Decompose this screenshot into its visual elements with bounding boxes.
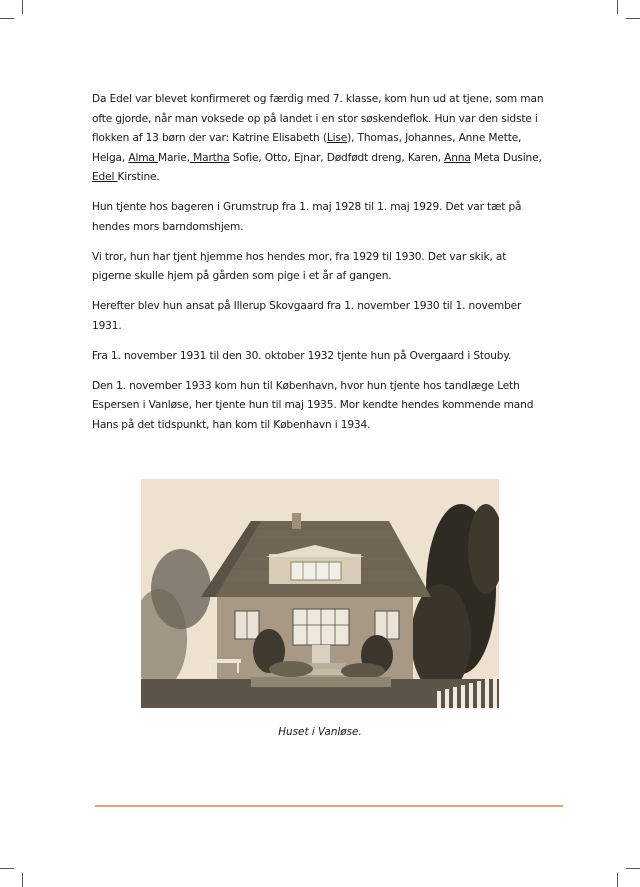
crop-mark-top-right-v xyxy=(617,0,618,14)
crop-mark-bottom-left-v xyxy=(22,873,23,887)
text-run: Da Edel var blevet konfirmeret og færdig med 7. klasse, kom hun ud at tjene, som man ofte gjorde, når man voksede op på landet i en stor søskendeflok. Hun var den sidste i flokken af 13 børn der var: Katrine Elisabeth ( xyxy=(92,93,544,144)
body-text xyxy=(92,90,547,446)
text-run: Sofie, Otto, Ejnar, Dødfødt dreng, Karen, xyxy=(229,151,445,164)
text-run: ), Thomas, Johannes, Anne Mette, Helga, xyxy=(92,132,522,164)
crop-mark-bottom-right-v xyxy=(617,873,618,887)
paragraph xyxy=(92,297,547,336)
crop-mark-top-left-h xyxy=(0,18,14,19)
underlined-name: Alma xyxy=(128,151,158,164)
text-run: Den 1. november 1933 kom hun til København, hvor hun tjente hos tandlæge Leth Espersen i Vanløse, her tjente hun til maj 1935. Mor kendte hendes kommende mand Hans på det tidspunkt, han kom til København i 1934. xyxy=(92,379,534,431)
crop-mark-bottom-right-h xyxy=(626,868,640,869)
paragraph xyxy=(92,248,547,287)
crop-mark-top-left-v xyxy=(22,0,23,14)
text-run: Marie, xyxy=(157,151,190,164)
house-photo xyxy=(141,479,499,708)
text-run: Hun tjente hos bageren i Grumstrup fra 1. maj 1928 til 1. maj 1929. Det var tæt på hendes mors barndomshjem. xyxy=(92,201,522,233)
text-run: Vi tror, hun har tjent hjemme hos hendes mor, fra 1929 til 1930. Det var skik, at pigerne skulle hjem på gården som pige i et år af gangen. xyxy=(92,250,507,282)
underlined-name: Edel xyxy=(92,171,118,183)
crop-mark-top-right-h xyxy=(626,18,640,19)
paragraph xyxy=(92,347,547,367)
house-photo-illustration xyxy=(141,479,499,708)
paragraph xyxy=(92,198,547,237)
text-run: Meta Dusine, xyxy=(470,151,542,164)
paragraph xyxy=(92,90,547,188)
footer-rule xyxy=(95,805,563,807)
underlined-name: Anna xyxy=(444,151,471,164)
text-run: Kirstine. xyxy=(117,171,160,183)
text-run: Herefter blev hun ansat på Illerup Skovgaard fra 1. november 1930 til 1. november 1931. xyxy=(92,300,522,332)
crop-mark-bottom-left-h xyxy=(0,868,14,869)
underlined-name: Lise xyxy=(326,132,348,144)
text-run: Fra 1. november 1931 til den 30. oktober 1932 tjente hun på Overgaard i Stouby. xyxy=(92,349,512,362)
underlined-name: Martha xyxy=(189,151,230,164)
paragraph xyxy=(92,377,547,436)
photo-caption: Huset i Vanløse. xyxy=(278,726,362,738)
